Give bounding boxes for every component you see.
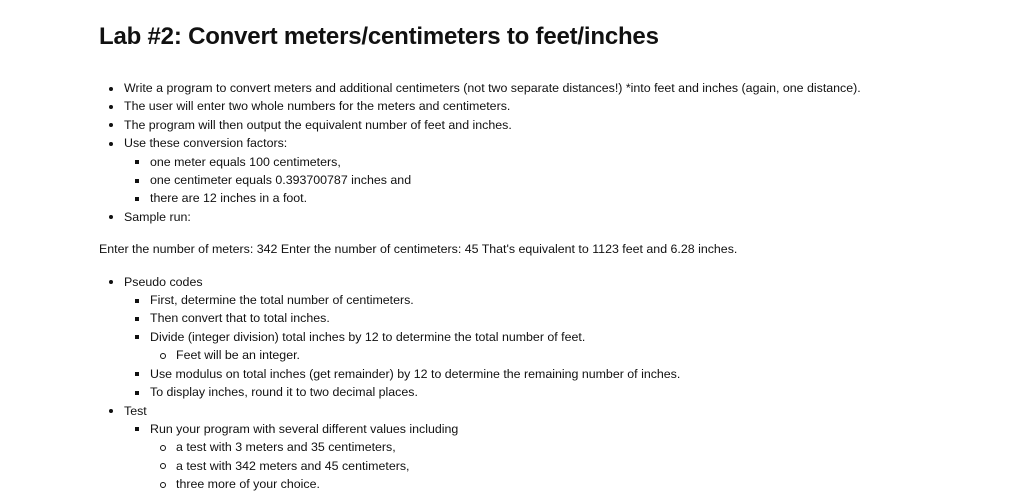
- pseudo-codes-item: [99, 273, 999, 402]
- sub-note-list: [150, 346, 999, 364]
- list-item: Use modulus on total inches (get remainder) by 12 to determine the remaining number of inches.: [124, 365, 999, 383]
- conversion-factors-label: Use these conversion factors:: [124, 136, 288, 151]
- test-case: a test with 342 meters and 45 centimeters,: [150, 457, 999, 475]
- list-item: Write a program to convert meters and additional centimeters (not two separate distances!) *into feet and inches (again, one distance).: [99, 79, 999, 97]
- pseudo-and-test-list: [99, 273, 999, 494]
- document-page: [99, 22, 999, 494]
- conversion-factors-list: [124, 153, 999, 208]
- list-item-text: Divide (integer division) total inches by 12 to determine the total number of feet.: [150, 329, 586, 344]
- list-item: To display inches, round it to two decimal places.: [124, 383, 999, 401]
- test-list: [124, 420, 999, 494]
- test-cases-list: [150, 438, 999, 493]
- list-item: [124, 328, 999, 365]
- sub-note: Feet will be an integer.: [150, 346, 999, 364]
- list-item: one centimeter equals 0.393700787 inches and: [124, 171, 999, 189]
- requirements-list: [99, 79, 999, 226]
- sample-run-label: Sample run:: [99, 208, 999, 226]
- pseudo-codes-label: Pseudo codes: [124, 274, 203, 289]
- test-item: [99, 402, 999, 494]
- sample-run-text: Enter the number of meters: 342 Enter the number of centimeters: 45 That's equivalent to 1123 feet and 6.28 inches.: [99, 242, 738, 257]
- conversion-factors-item: [99, 134, 999, 208]
- list-item: The user will enter two whole numbers for the meters and centimeters.: [99, 97, 999, 115]
- list-item: [124, 420, 999, 494]
- list-item: one meter equals 100 centimeters,: [124, 153, 999, 171]
- test-case: a test with 3 meters and 35 centimeters,: [150, 438, 999, 456]
- list-item: there are 12 inches in a foot.: [124, 189, 999, 207]
- list-item: The program will then output the equivalent number of feet and inches.: [99, 116, 999, 134]
- list-item: Then convert that to total inches.: [124, 309, 999, 327]
- test-label: Test: [124, 403, 147, 418]
- list-item: First, determine the total number of centimeters.: [124, 291, 999, 309]
- pseudo-codes-list: [124, 291, 999, 401]
- test-run-label: Run your program with several different values including: [150, 421, 459, 436]
- test-case: three more of your choice.: [150, 475, 999, 493]
- page-title: Lab #2: Convert meters/centimeters to feet/inches: [99, 23, 659, 50]
